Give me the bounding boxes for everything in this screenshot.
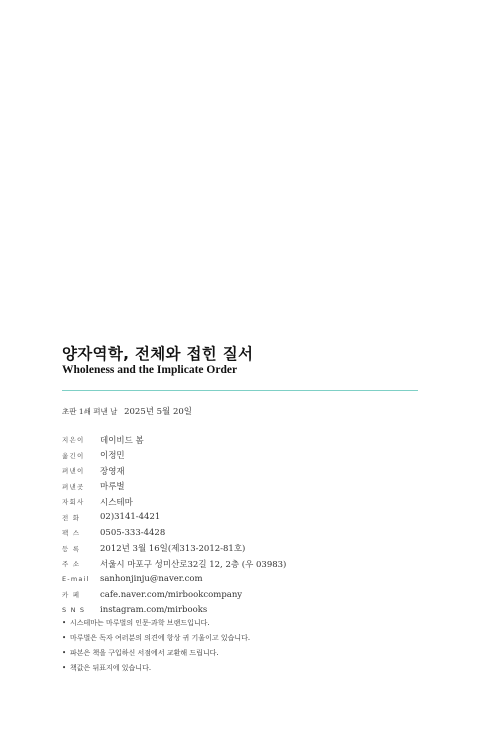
info-value: sanhonjinju@naver.com	[100, 574, 203, 585]
info-row-cafe	[62, 587, 286, 603]
info-value: 장영재	[100, 466, 125, 477]
info-row-email	[62, 572, 286, 588]
note-text: 시스테마는 마루벌의 인문·과학 브랜드입니다.	[70, 618, 210, 627]
note-item	[62, 645, 250, 660]
note-text: 책값은 뒤표지에 있습니다.	[70, 663, 152, 672]
info-value: 데이비드 봄	[100, 435, 144, 446]
info-key: S N S	[62, 606, 86, 615]
info-value: 0505-333-4428	[100, 527, 166, 538]
note-item	[62, 660, 250, 675]
info-key: 주 소	[62, 560, 81, 569]
book-title-korean: 양자역학, 전체와 접힌 질서	[62, 345, 254, 363]
info-key: 자회사	[62, 498, 85, 507]
info-key: 전 화	[62, 513, 81, 522]
divider-rule	[62, 390, 418, 391]
info-value: 시스테마	[100, 497, 133, 508]
info-key: E-mail	[62, 575, 90, 584]
bullet-icon: •	[62, 663, 67, 672]
info-key: 펴낸곳	[62, 482, 85, 491]
info-row-publishing-house	[62, 479, 286, 495]
info-value: 마루벌	[100, 482, 125, 493]
bullet-icon: •	[62, 618, 67, 627]
info-key: 지은이	[62, 436, 85, 445]
bullet-icon: •	[62, 633, 67, 642]
info-key: 팩 스	[62, 529, 81, 538]
book-title-english: Wholeness and the Implicate Order	[62, 364, 238, 376]
info-value: cafe.naver.com/mirbookcompany	[100, 589, 243, 600]
edition-date: 2025년 5월 20일	[124, 407, 193, 417]
publication-info-list	[62, 432, 286, 618]
info-key: 등 록	[62, 544, 81, 553]
info-key: 옮긴이	[62, 451, 85, 460]
edition-line	[62, 405, 192, 417]
bullet-icon: •	[62, 648, 67, 657]
info-row-translator	[62, 448, 286, 464]
info-value: 02)3141-4421	[100, 512, 161, 523]
info-value: instagram.com/mirbooks	[100, 605, 208, 616]
info-row-fax	[62, 525, 286, 541]
info-row-phone	[62, 510, 286, 526]
info-key: 카 페	[62, 591, 81, 600]
info-row-publisher	[62, 463, 286, 479]
info-value: 이정민	[100, 451, 125, 462]
edition-label: 초판 1쇄 펴낸 날	[62, 407, 118, 416]
info-row-author	[62, 432, 286, 448]
info-key: 펴낸이	[62, 467, 85, 476]
notes-list	[62, 615, 250, 675]
info-row-subsidiary	[62, 494, 286, 510]
info-value: 서울시 마포구 성미산로32길 12, 2층 (우 03983)	[100, 559, 287, 570]
info-row-address	[62, 556, 286, 572]
note-text: 마루벌은 독자 여러분의 의견에 항상 귀 기울이고 있습니다.	[70, 633, 251, 642]
info-row-registration	[62, 541, 286, 557]
note-item	[62, 630, 250, 645]
info-value: 2012년 3월 16일(제313-2012-81호)	[100, 544, 246, 555]
note-text: 파본은 책을 구입하신 서점에서 교환해 드립니다.	[70, 648, 219, 657]
note-item	[62, 615, 250, 630]
